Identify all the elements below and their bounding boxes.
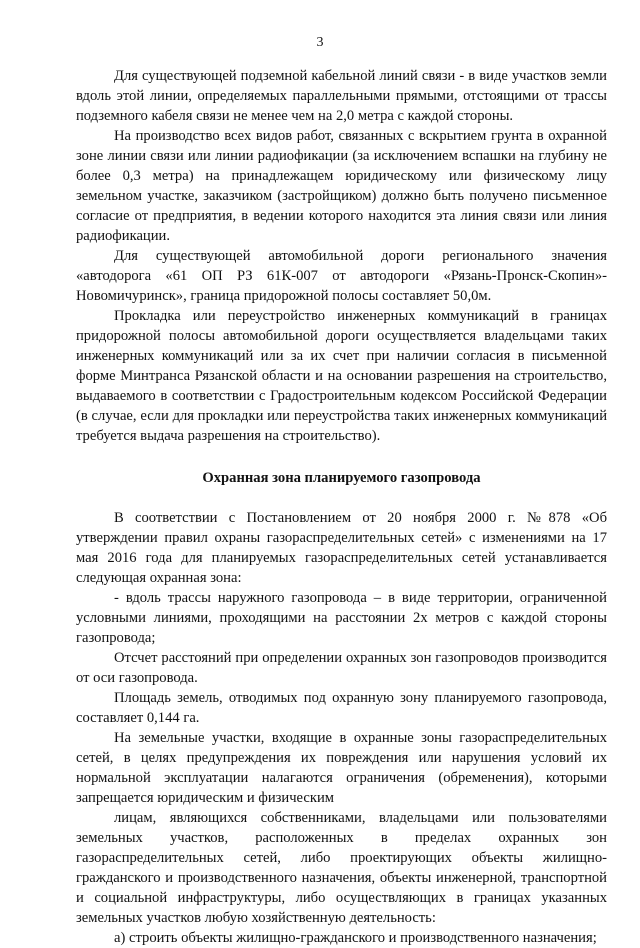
paragraph-distance-reference: Отсчет расстояний при определении охранных зон газопроводов производится от оси газопровода.	[76, 650, 607, 686]
paragraph-item-a: а) строить объекты жилищно-гражданского и производственного назначения;	[114, 930, 597, 946]
paragraph-pipeline-route: - вдоль трассы наружного газопровода – в виде территории, ограниченной условными линиями, проходящими на расстоянии 2х метров с каждой стороны газопровода;	[76, 590, 607, 646]
paragraph-cable-line: Для существующей подземной кабельной линий связи - в виде участков земли вдоль этой линии, определяемых параллельными прямыми, отстоящими от трассы подземного кабеля связи не менее чем на 2,0 метра с каждой стороны.	[76, 68, 607, 124]
section-heading: Охранная зона планируемого газопровода	[202, 470, 481, 486]
paragraph-land-users: лицам, являющихся собственниками, владельцами или пользователями земельных участков, расположенных в пределах охранных зон газораспределительных сетей, либо проектирующих объекты жилищно-гражданского и производственного назначения, объекты инженерной, транспортной и социальной инфраструктуры, либо осуществляющих в границах указанных земельных участков любую хозяйственную деятельность:	[76, 810, 607, 926]
paragraph-decree-878: В соответствии с Постановлением от 20 ноября 2000 г. №878 «Об утверждении правил охраны газораспределительных сетей» с изменениями на 17 мая 2016 года для планируемых газораспределительных сетей устанавливается следующая охранная зона:	[76, 510, 607, 586]
paragraph-utility-laying: Прокладка или переустройство инженерных коммуникаций в границах придорожной полосы автомобильной дороги осуществляется владельцами таких инженерных коммуникаций или за их счет при наличии согласия в письменной форме Минтранса Рязанской области и на основании разрешения на строительство, выдаваемого в соответствии с Градостроительным кодексом Российской Федерации (в случае, если для прокладки или переустройства таких инженерных коммуникаций требуется выдача разрешения на строительство).	[76, 308, 607, 444]
paragraph-regional-road: Для существующей автомобильной дороги регионального значения «автодорога «61 ОП РЗ 61К-007 от автодороги «Рязань-Пронск-Скопин»-Новомичуринск», граница придорожной полосы составляет 50,0м.	[76, 248, 607, 304]
document-body	[76, 66, 607, 948]
paragraph-zone-area: Площадь земель, отводимых под охранную зону планируемого газопровода, составляет 0,144 га.	[76, 690, 607, 726]
page-number: 3	[316, 35, 324, 50]
paragraph-restrictions: На земельные участки, входящие в охранные зоны газораспределительных сетей, в целях предупреждения их повреждения или нарушения условий их нормальной эксплуатации налагаются ограничения (обременения), которыми запрещается юридическим и физическим	[76, 730, 607, 806]
paragraph-excavation-consent: На производство всех видов работ, связанных с вскрытием грунта в охранной зоне линии связи или линии радиофикации (за исключением вспашки на глубину не более 0,3 метра) на принадлежащем юридическому или физическому лицу земельном участке, заказчиком (застройщиком) должно быть получено письменное согласие от предприятия, в ведении которого находится эта линия связи или линия радиофикации.	[76, 128, 607, 244]
